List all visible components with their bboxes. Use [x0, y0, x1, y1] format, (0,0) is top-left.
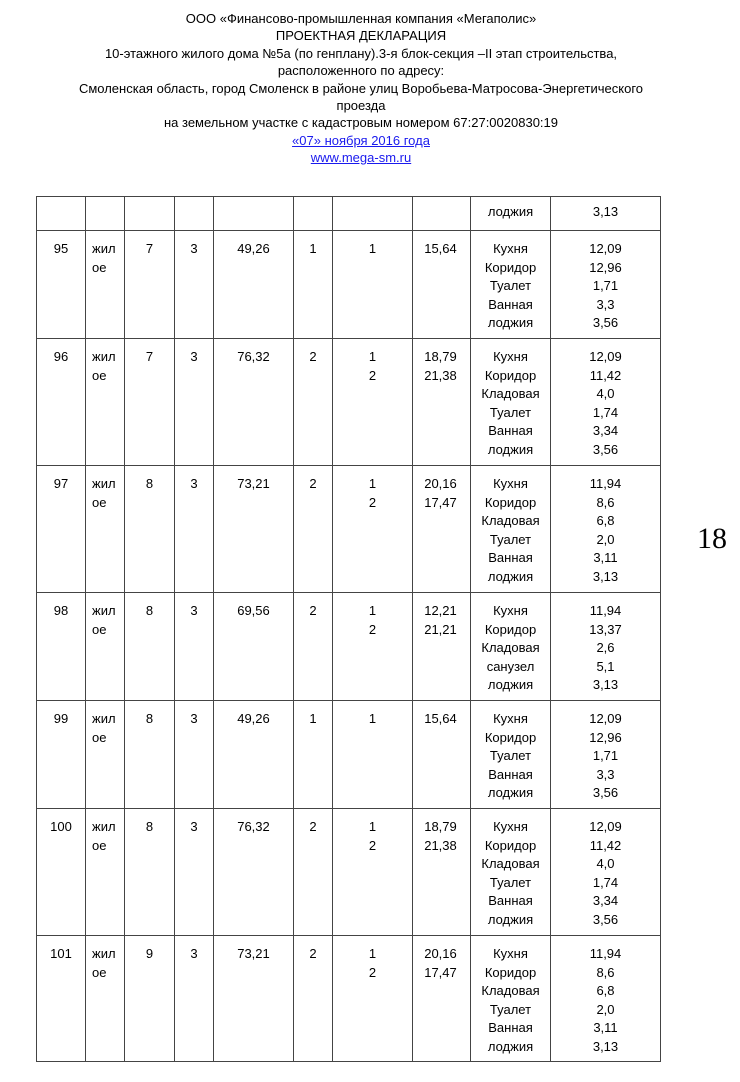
room-name: Кладовая	[481, 640, 540, 656]
living-room-number: 1	[368, 476, 377, 491]
room-name: лоджия	[487, 785, 534, 801]
floor-number: 8	[145, 819, 154, 834]
living-room-number: 1	[368, 241, 377, 256]
document-header	[0, 10, 722, 167]
auxiliary-areas	[551, 593, 660, 695]
room-name: санузел	[486, 658, 535, 674]
living-room-area: 18,79	[424, 819, 457, 834]
room-name: Кладовая	[481, 386, 540, 402]
living-room-number: 1	[368, 946, 377, 961]
room-name: Кладовая	[481, 856, 540, 872]
living-room-number: 2	[368, 494, 377, 510]
address-line-cont: проезда	[336, 98, 386, 114]
living-room-area: 12,21	[424, 603, 457, 618]
premises-type	[86, 809, 124, 855]
floor-number: 9	[145, 946, 154, 961]
room-area: 3,34	[592, 893, 619, 909]
room-count: 2	[309, 476, 317, 491]
room-area: 8,6	[596, 494, 615, 510]
premises-type-part: ое	[92, 837, 107, 853]
total-area: 49,26	[237, 241, 270, 256]
living-room-number: 1	[368, 819, 377, 834]
room-area: 3,56	[592, 441, 619, 457]
room-name: лоджия	[487, 568, 534, 584]
room-area: 11,94	[589, 603, 622, 618]
living-room-area: 20,16	[424, 946, 457, 961]
room-name: Ванная	[488, 550, 533, 566]
living-room-number: 1	[368, 603, 377, 618]
table-row	[37, 231, 661, 339]
room-area: 8,6	[596, 964, 615, 980]
apartment-number: 101	[50, 946, 72, 961]
room-count: 1	[309, 241, 317, 256]
floor-number: 8	[145, 476, 154, 491]
room-name: лоджия	[487, 677, 534, 693]
room-name: Коридор	[484, 621, 537, 637]
room-area: 3,13	[592, 677, 619, 693]
living-room-areas	[413, 466, 470, 512]
room-name: Кухня	[493, 349, 528, 364]
room-name: лоджия	[487, 1038, 534, 1054]
room-area: 1,74	[592, 404, 619, 420]
living-room-number: 2	[368, 837, 377, 853]
auxiliary-areas	[551, 466, 660, 587]
room-name: Ванная	[488, 766, 533, 782]
premises-type	[86, 339, 124, 385]
room-area: 12,96	[589, 259, 622, 275]
section-number: 3	[190, 819, 198, 834]
living-room-areas	[413, 339, 470, 385]
living-room-areas	[413, 701, 470, 729]
table-row	[37, 466, 661, 593]
room-name: Ванная	[488, 893, 533, 909]
premises-type-part: жил	[92, 819, 116, 834]
living-room-area: 17,47	[424, 964, 457, 980]
room-name: Кухня	[493, 476, 528, 491]
room-name: лоджия	[487, 204, 534, 219]
living-room-numbers	[333, 231, 412, 259]
room-name: Туалет	[489, 278, 532, 294]
auxiliary-areas	[551, 339, 660, 460]
document-title: ПРОЕКТНАЯ ДЕКЛАРАЦИЯ	[275, 28, 447, 44]
room-area: 3,34	[592, 423, 619, 439]
room-area: 3,13	[592, 204, 619, 219]
room-name: Туалет	[489, 874, 532, 890]
room-area: 1,71	[592, 748, 619, 764]
room-name: Ванная	[488, 296, 533, 312]
apartment-number: 97	[53, 476, 69, 491]
living-room-area: 15,64	[424, 241, 457, 256]
table-row	[37, 809, 661, 936]
living-room-area: 18,79	[424, 349, 457, 364]
room-count: 2	[309, 603, 317, 618]
auxiliary-areas	[551, 701, 660, 803]
premises-type-part: жил	[92, 603, 116, 618]
room-count: 2	[309, 946, 317, 961]
living-room-area: 21,38	[424, 837, 457, 853]
auxiliary-areas	[551, 809, 660, 930]
total-area: 73,21	[237, 946, 270, 961]
room-name: Ванная	[488, 423, 533, 439]
room-area: 3,11	[593, 550, 618, 566]
room-area: 12,09	[589, 349, 622, 364]
room-area: 12,09	[589, 241, 622, 256]
living-room-areas	[413, 936, 470, 982]
room-name: Кухня	[493, 819, 528, 834]
room-area: 1,74	[592, 874, 619, 890]
living-room-numbers	[333, 466, 412, 512]
apartment-number: 98	[53, 603, 69, 618]
section-number: 3	[190, 946, 198, 961]
table-row	[37, 936, 661, 1062]
apartment-number: 100	[50, 819, 72, 834]
room-name: Коридор	[484, 259, 537, 275]
room-name: Кладовая	[481, 513, 540, 529]
total-area: 69,56	[237, 603, 270, 618]
apartment-number: 99	[53, 711, 69, 726]
table-row	[37, 701, 661, 809]
section-number: 3	[190, 241, 198, 256]
room-name: Кладовая	[481, 983, 540, 999]
room-name: Ванная	[488, 1020, 533, 1036]
living-room-number: 2	[368, 367, 377, 383]
section-number: 3	[190, 603, 198, 618]
room-name: Кухня	[493, 711, 528, 726]
premises-type-part: ое	[92, 964, 107, 980]
room-area: 6,8	[596, 513, 615, 529]
premises-type-part: ое	[92, 621, 107, 637]
total-area: 73,21	[237, 476, 270, 491]
room-area: 3,56	[592, 911, 619, 927]
room-area: 1,71	[592, 278, 619, 294]
room-name: Коридор	[484, 367, 537, 383]
room-count: 2	[309, 819, 317, 834]
floor-number: 8	[145, 603, 154, 618]
website-link[interactable]: www.mega-sm.ru	[310, 150, 412, 166]
living-room-areas	[413, 593, 470, 639]
room-name: Кухня	[493, 241, 528, 256]
living-room-area: 15,64	[424, 711, 457, 726]
auxiliary-areas	[551, 936, 660, 1057]
address-line: Смоленская область, город Смоленск в районе улиц Воробьева-Матросова-Энергетического	[78, 80, 644, 96]
section-number: 3	[190, 711, 198, 726]
room-area: 6,8	[596, 983, 615, 999]
living-room-area: 21,38	[424, 367, 457, 383]
room-name: Коридор	[484, 729, 537, 745]
total-area: 49,26	[237, 711, 270, 726]
room-area: 5,1	[596, 658, 615, 674]
premises-type	[86, 701, 124, 747]
room-name: Кухня	[493, 946, 528, 961]
room-area: 2,0	[596, 1001, 615, 1017]
room-name: Туалет	[489, 1001, 532, 1017]
room-name: Коридор	[484, 494, 537, 510]
room-area: 3,56	[592, 785, 619, 801]
room-area: 11,94	[589, 946, 622, 961]
room-name: Коридор	[484, 964, 537, 980]
room-name: Кухня	[493, 603, 528, 618]
room-area: 11,42	[589, 837, 622, 853]
room-name: Туалет	[489, 531, 532, 547]
room-area: 2,0	[596, 531, 615, 547]
living-room-number: 1	[368, 349, 377, 364]
room-count: 2	[309, 349, 317, 364]
room-name: лоджия	[487, 441, 534, 457]
living-room-areas	[413, 231, 470, 259]
room-area: 3,13	[592, 568, 619, 584]
living-room-number: 1	[368, 711, 377, 726]
premises-type-part: ое	[92, 367, 107, 383]
premises-type	[86, 593, 124, 639]
premises-type	[86, 936, 124, 982]
premises-type-part: жил	[92, 476, 116, 491]
auxiliary-rooms	[471, 466, 550, 587]
auxiliary-rooms	[471, 231, 550, 333]
apartment-number: 95	[53, 241, 69, 256]
room-area: 2,6	[596, 640, 615, 656]
section-number: 3	[190, 349, 198, 364]
room-area: 3,56	[592, 315, 619, 331]
room-area: 13,37	[589, 621, 622, 637]
table-row	[37, 593, 661, 701]
floor-number: 8	[145, 711, 154, 726]
room-area: 3,3	[596, 766, 615, 782]
premises-type-part: ое	[92, 494, 107, 510]
auxiliary-areas	[551, 231, 660, 333]
room-area: 11,94	[589, 476, 622, 491]
floor-number: 7	[145, 241, 154, 256]
premises-type	[86, 231, 124, 277]
apartments-table	[36, 196, 661, 1062]
room-area: 3,13	[592, 1038, 619, 1054]
living-room-number: 2	[368, 621, 377, 637]
date-link[interactable]: «07» ноября 2016 года	[292, 132, 430, 148]
room-name: Коридор	[484, 837, 537, 853]
premises-type-part: жил	[92, 241, 116, 256]
cadastral-number: на земельном участке с кадастровым номером 67:27:0020830:19	[163, 115, 558, 131]
living-room-numbers	[333, 936, 412, 982]
living-room-numbers	[333, 339, 412, 385]
room-area: 3,3	[596, 296, 615, 312]
room-name: лоджия	[487, 911, 534, 927]
living-room-area: 20,16	[424, 476, 457, 491]
room-area: 12,09	[589, 819, 622, 834]
living-room-areas	[413, 809, 470, 855]
company-name: ООО «Финансово-промышленная компания «Мегаполис»	[185, 11, 537, 26]
premises-type-part: ое	[92, 259, 107, 275]
address-intro: расположенного по адресу:	[277, 63, 445, 79]
room-area: 4,0	[596, 386, 615, 402]
building-description: 10-этажного жилого дома №5а (по генплану).3-я блок-секция –II этап строительства,	[104, 45, 618, 61]
premises-type-part: жил	[92, 711, 116, 726]
room-area: 4,0	[596, 856, 615, 872]
room-count: 1	[309, 711, 317, 726]
apartment-number: 96	[53, 349, 69, 364]
premises-type-part: ое	[92, 729, 107, 745]
floor-number: 7	[145, 349, 154, 364]
room-area: 11,42	[589, 367, 622, 383]
auxiliary-rooms	[471, 809, 550, 930]
room-name: лоджия	[487, 315, 534, 331]
room-area: 12,96	[589, 729, 622, 745]
page-number: 18	[697, 522, 727, 555]
premises-type-part: жил	[92, 946, 116, 961]
room-name: Туалет	[489, 404, 532, 420]
section-number: 3	[190, 476, 198, 491]
room-area: 3,11	[593, 1020, 618, 1036]
living-room-numbers	[333, 701, 412, 729]
living-room-number: 2	[368, 964, 377, 980]
room-name: Туалет	[489, 748, 532, 764]
table-row	[37, 339, 661, 466]
auxiliary-rooms	[471, 701, 550, 803]
table-row	[37, 197, 661, 231]
premises-type-part: жил	[92, 349, 116, 364]
total-area: 76,32	[237, 819, 270, 834]
auxiliary-rooms	[471, 593, 550, 695]
living-room-numbers	[333, 593, 412, 639]
premises-type	[86, 466, 124, 512]
living-room-area: 17,47	[424, 494, 457, 510]
auxiliary-rooms	[471, 339, 550, 460]
room-area: 12,09	[589, 711, 622, 726]
auxiliary-rooms	[471, 936, 550, 1057]
total-area: 76,32	[237, 349, 270, 364]
living-room-area: 21,21	[424, 621, 457, 637]
living-room-numbers	[333, 809, 412, 855]
